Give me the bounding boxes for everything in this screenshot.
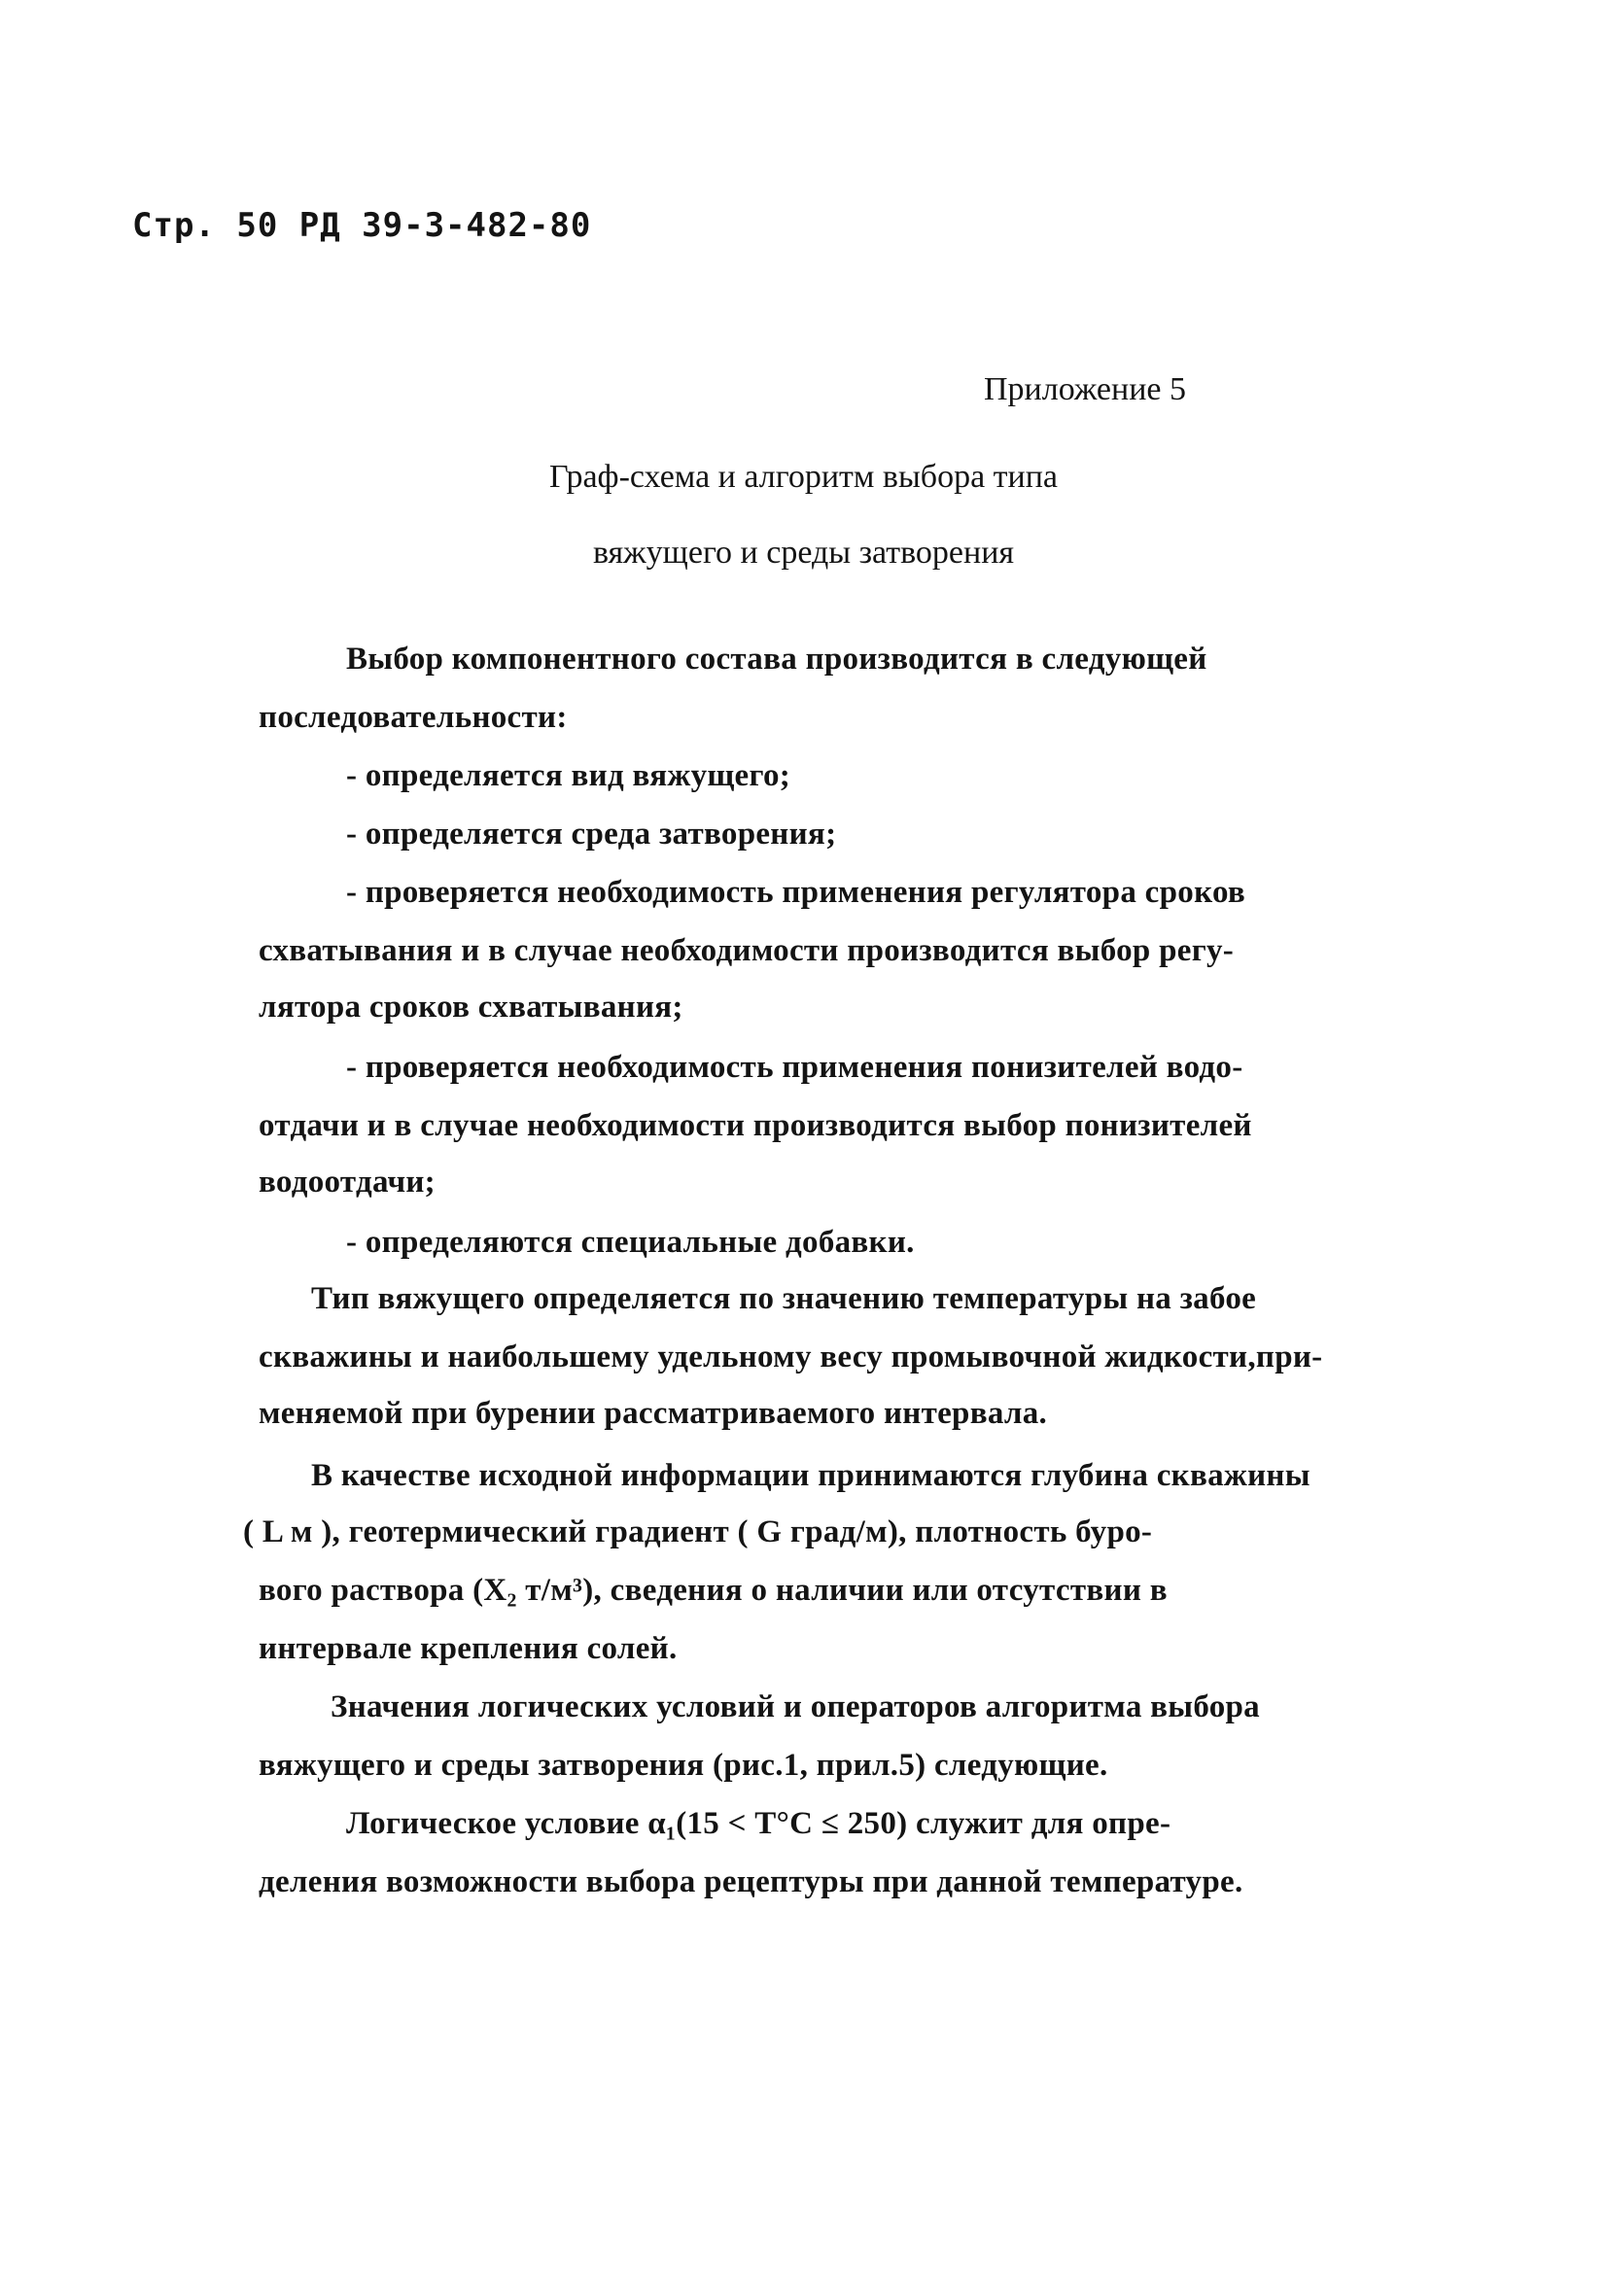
body-line: Логическое условие α₁(15 < T°C ≤ 250) служит для опре- — [346, 1806, 1171, 1841]
body-line: - определяется среда затворения; — [346, 817, 837, 852]
body-line: В качестве исходной информации принимаются глубина скважины — [311, 1458, 1310, 1493]
title-line-1: Граф-схема и алгоритм выбора типа — [548, 459, 1059, 495]
body-line: - определяется вид вяжущего; — [346, 758, 791, 793]
body-line: схватывания и в случае необходимости производится выбор регу- — [259, 933, 1235, 968]
body-line: скважины и наибольшему удельному весу промывочной жидкости,при- — [259, 1339, 1323, 1374]
body-line: вяжущего и среды затворения (рис.1, прил.5) следующие. — [259, 1748, 1108, 1783]
body-line: вого раствора (Х₂ т/м³), сведения о наличии или отсутствии в — [259, 1573, 1168, 1608]
body-line: ( L м ), геотермический градиент ( G град/м), плотность буро- — [243, 1514, 1153, 1549]
appendix-label: Приложение 5 — [984, 371, 1186, 407]
body-line: лятора сроков схватывания; — [259, 990, 683, 1025]
body-line: - проверяется необходимость применения регулятора сроков — [346, 875, 1246, 910]
page-header: Стр. 50 РД 39-3-482-80 — [132, 206, 592, 245]
body-line: Тип вяжущего определяется по значению температуры на забое — [311, 1281, 1257, 1316]
body-line: последовательности: — [259, 700, 568, 735]
title-line-2: вяжущего и среды затворения — [592, 535, 1015, 571]
body-line: деления возможности выбора рецептуры при данной температуре. — [259, 1864, 1243, 1899]
body-line: интервале крепления солей. — [259, 1631, 678, 1666]
body-line: водоотдачи; — [259, 1165, 436, 1200]
body-line: - проверяется необходимость применения понизителей водо- — [346, 1050, 1243, 1085]
body-line: Выбор компонентного состава производится в следующей — [346, 642, 1207, 677]
body-line: - определяются специальные добавки. — [346, 1225, 915, 1260]
body-line: Значения логических условий и операторов алгоритма выбора — [331, 1689, 1260, 1724]
body-line: меняемой при бурении рассматриваемого интервала. — [259, 1396, 1048, 1431]
body-line: отдачи и в случае необходимости производится выбор понизителей — [259, 1108, 1252, 1143]
